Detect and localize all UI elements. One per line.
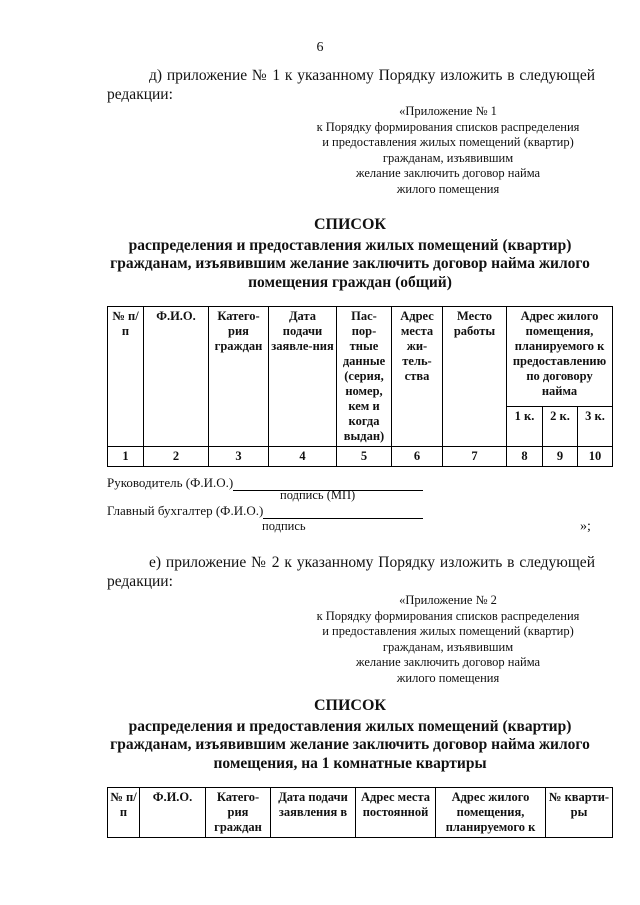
table-number-row [108,447,613,467]
section-e-line-1: е) приложение № 2 к указанному Порядку изложить в следующей [149,554,595,571]
list-2-title-line: помещения, на 1 комнатные квартиры [213,754,487,772]
section-d-line-1: д) приложение № 1 к указанному Порядку изложить в следующей [149,67,595,84]
appendix-2-line: к Порядку формирования списков распределения [316,608,580,623]
section-e-paragraph [107,553,595,591]
appendix-2-caption [300,593,596,687]
list-1-heading: СПИСОК [313,216,387,233]
accountant-signature-blank [263,506,423,519]
appendix-1-line: желание заключить договор найма [355,166,541,181]
col-number: 3 [209,447,269,467]
col-header-address: Адрес места жи-тель-ства [392,307,443,447]
list-1-title [100,216,600,292]
list-1-table [107,306,613,467]
col-number: 2 [144,447,209,467]
list-2-title-line: распределения и предоставления жилых помещений (квартир) [128,717,572,735]
col-header-date: Дата подачи заявления в [271,788,356,838]
head-signature-line [107,475,423,491]
appendix-2-line: «Приложение № 2 [399,593,497,607]
col-number: 1 [108,447,144,467]
col-header-1k: 1 к. [507,407,543,447]
list-2-table [107,787,613,838]
section-d-paragraph [107,66,595,104]
head-signature-caption: подпись (МП) [280,488,356,502]
col-number: 10 [578,447,613,467]
list-1-title-line: распределения и предоставления жилых помещений (квартир) [128,236,572,254]
appendix-1-line: к Порядку формирования списков распределения [316,119,580,134]
col-number: 7 [443,447,507,467]
appendix-1-line: жилого помещения [396,181,500,196]
page-number: 6 [316,40,324,55]
col-header-date: Дата подачи заявле-ния [269,307,337,447]
col-header-apartment: № кварти-ры [546,788,613,838]
appendix-1-line: гражданам, изъявившим [382,150,514,165]
accountant-signature-label: Главный бухгалтер (Ф.И.О.) [107,503,264,518]
table-header-row [108,788,613,838]
section-d-line-2: редакции: [107,86,173,103]
appendix-2-line: гражданам, изъявившим [382,639,514,654]
col-header-2k: 2 к. [543,407,578,447]
col-number: 8 [507,447,543,467]
list-1-title-line: помещения граждан (общий) [248,273,452,291]
col-header-fio: Ф.И.О. [144,307,209,447]
col-header-3k: 3 к. [578,407,613,447]
col-header-fio: Ф.И.О. [140,788,206,838]
col-header-no: № п/п [108,307,144,447]
col-header-work: Место работы [443,307,507,447]
col-header-no: № п/п [108,788,140,838]
appendix-2-line: желание заключить договор найма [355,655,541,670]
col-number: 5 [337,447,392,467]
appendix-2-line: и предоставления жилых помещений (квартир) [322,624,574,639]
accountant-signature-caption: подпись [262,519,306,533]
list-1-title-line: гражданам, изъявившим желание заключить договор найма жилого [110,255,590,272]
list-2-title-line: гражданам, изъявившим желание заключить договор найма жилого [110,736,590,753]
col-header-planned: Адрес жилого помещения, планируемого к [436,788,546,838]
appendix-2-line: жилого помещения [396,670,500,685]
col-header-planned: Адрес жилого помещения, планируемого к предоставлению по договору найма [507,307,613,407]
appendix-1-line: и предоставления жилых помещений (квартир) [322,135,574,150]
col-number: 6 [392,447,443,467]
col-header-category: Катего-рия граждан [206,788,271,838]
col-header-address: Адрес места постоянной [356,788,436,838]
appendix-1-caption [300,104,596,198]
closing-quote: »; [580,519,591,534]
appendix-1-line: «Приложение № 1 [399,104,497,118]
col-number: 4 [269,447,337,467]
col-header-passport: Пас-пор-тные данные (серия, номер, кем и когда выдан) [337,307,392,447]
table-header-row [108,307,613,407]
col-number: 9 [543,447,578,467]
section-e-line-2: редакции: [107,573,173,590]
list-2-title [100,697,600,773]
head-signature-label: Руководитель (Ф.И.О.) [107,475,234,490]
accountant-signature-line [107,503,423,519]
list-2-heading: СПИСОК [313,697,387,714]
col-header-category: Катего-рия граждан [209,307,269,447]
